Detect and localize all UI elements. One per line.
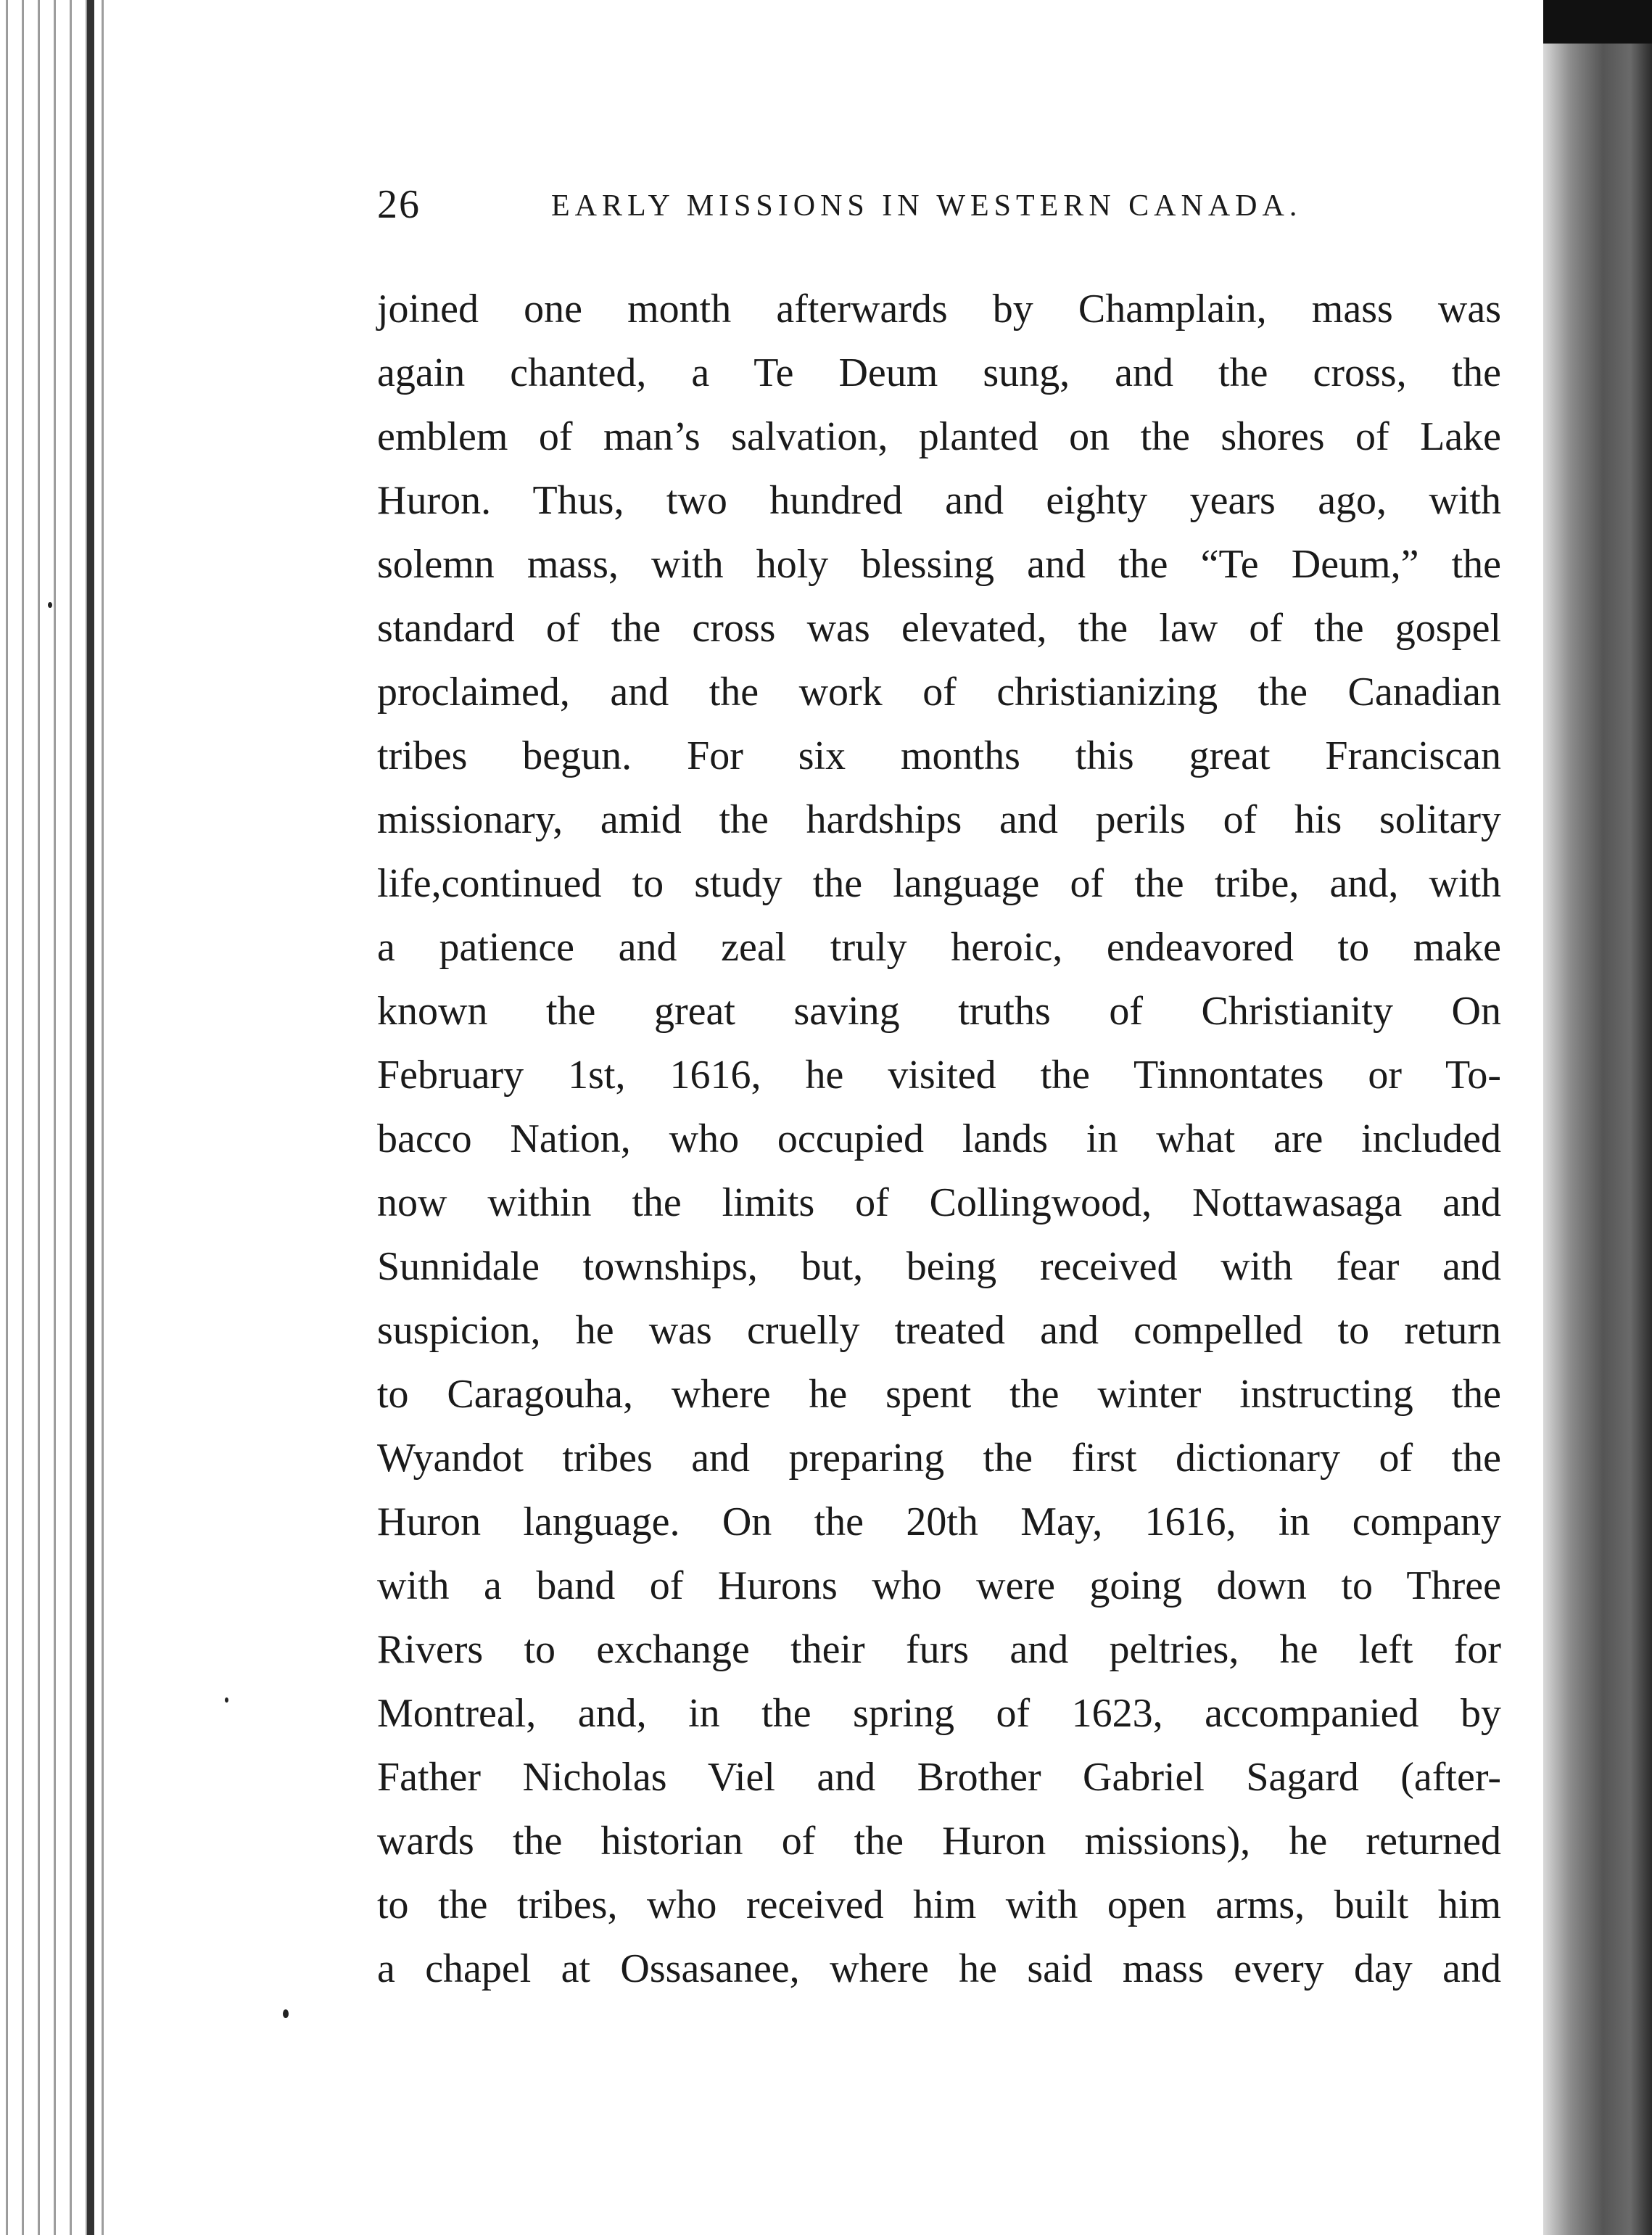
text-line: again chanted, a Te Deum sung, and the cross, the (377, 350, 1501, 395)
text-line: standard of the cross was elevated, the law of the gospel (377, 606, 1501, 651)
ink-speck (283, 2009, 289, 2018)
text-line: emblem of man’s salvation, planted on the shores of Lake (377, 414, 1501, 459)
binding-shadow (87, 0, 94, 2235)
text-line: to Caragouha, where he spent the winter instructing the (377, 1372, 1501, 1417)
page-number: 26 (377, 182, 421, 227)
text-line: joined one month afterwards by Champlain, mass was (377, 287, 1501, 332)
text-line: Montreal, and, in the spring of 1623, accompanied by (377, 1691, 1501, 1736)
text-line: Huron. Thus, two hundred and eighty years ago, with (377, 478, 1501, 523)
scan-edge-shadow (1543, 0, 1652, 2235)
text-line: wards the historian of the Huron missions), he returned (377, 1819, 1501, 1864)
text-line: suspicion, he was cruelly treated and compelled to return (377, 1308, 1501, 1353)
ink-speck (225, 1697, 228, 1703)
text-line: to the tribes, who received him with open arms, built him (377, 1882, 1501, 1927)
text-line: Father Nicholas Viel and Brother Gabriel Sagard (after- (377, 1755, 1501, 1800)
scan-corner-shadow (1543, 0, 1652, 44)
text-line: known the great saving truths of Christianity On (377, 989, 1501, 1034)
text-line: Sunnidale townships, but, being received with fear and (377, 1244, 1501, 1289)
text-line: solemn mass, with holy blessing and the “Te Deum,” the (377, 542, 1501, 587)
text-line: bacco Nation, who occupied lands in what are included (377, 1116, 1501, 1161)
text-line: life,continued to study the language of the tribe, and, with (377, 861, 1501, 906)
running-head: EARLY MISSIONS IN WESTERN CANADA. (551, 189, 1302, 223)
text-line: tribes begun. For six months this great Franciscan (377, 733, 1501, 778)
page-stack-edges (0, 0, 116, 2235)
text-line: Huron language. On the 20th May, 1616, in company (377, 1499, 1501, 1544)
text-line: now within the limits of Collingwood, Nottawasaga and (377, 1180, 1501, 1225)
body-text (377, 277, 1501, 2001)
text-line: a chapel at Ossasanee, where he said mass every day and (377, 1946, 1501, 1991)
text-line: a patience and zeal truly heroic, endeavored to make (377, 925, 1501, 970)
ink-speck (48, 602, 52, 608)
text-line: missionary, amid the hardships and perils of his solitary (377, 797, 1501, 842)
page-header (377, 181, 1508, 239)
text-line: February 1st, 1616, he visited the Tinnontates or To- (377, 1053, 1501, 1098)
text-line: proclaimed, and the work of christianizing the Canadian (377, 670, 1501, 715)
text-line: Wyandot tribes and preparing the first dictionary of the (377, 1436, 1501, 1481)
text-line: Rivers to exchange their furs and peltries, he left for (377, 1627, 1501, 1672)
text-line: with a band of Hurons who were going down to Three (377, 1563, 1501, 1608)
